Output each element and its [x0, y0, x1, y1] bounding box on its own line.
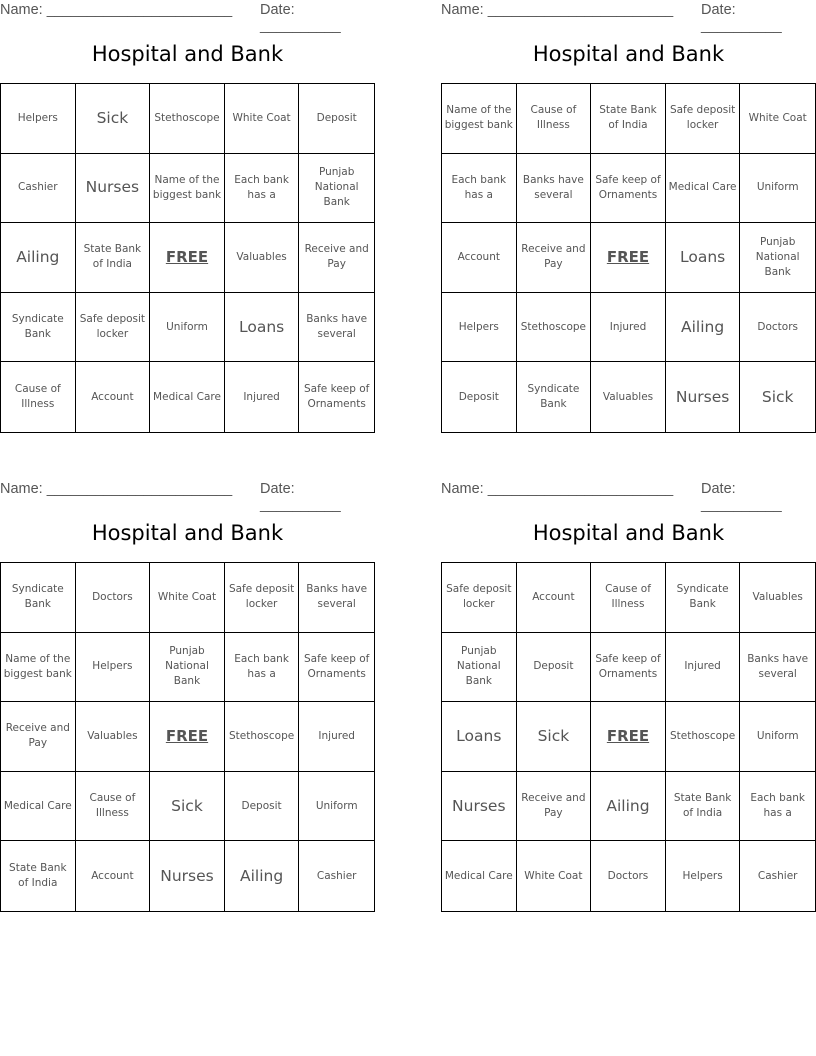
bingo-cell: Cashier	[757, 869, 798, 882]
bingo-cell: Syndicate Bank	[517, 362, 592, 432]
card-title: Hospital and Bank	[532, 521, 725, 545]
bingo-cell: Injured	[299, 702, 374, 772]
bingo-cell: Safe deposit locker	[442, 563, 517, 633]
bingo-grid	[0, 562, 375, 912]
free-space: FREE	[591, 702, 666, 772]
card-title: Hospital and Bank	[91, 42, 284, 66]
bingo-cell: Each bank has a	[225, 633, 300, 703]
bingo-cell: Uniform	[740, 702, 815, 772]
bingo-cell: Cause of Illness	[591, 563, 666, 633]
date-field: Date: __________	[260, 2, 341, 34]
bingo-cell: Injured	[591, 293, 666, 363]
bingo-cell: Safe deposit locker	[666, 84, 741, 154]
bingo-cell: White Coat	[517, 841, 592, 911]
bingo-cell: Safe keep of Ornaments	[591, 154, 666, 224]
bingo-cell: Safe keep of Ornaments	[299, 633, 374, 703]
bingo-cell: Nurses	[76, 154, 151, 224]
bingo-cell: Punjab National Bank	[150, 633, 225, 703]
bingo-cell: Name of the biggest bank	[150, 154, 225, 224]
free-space: FREE	[591, 223, 666, 293]
name-field: Name: _______________________	[441, 481, 674, 497]
bingo-card	[0, 479, 375, 890]
bingo-cell: Receive and Pay	[1, 702, 76, 772]
bingo-cell: Loans	[225, 293, 300, 363]
bingo-cell: State Bank of India	[76, 223, 151, 293]
bingo-cell: Sick	[150, 772, 225, 842]
bingo-cell: Account	[76, 841, 151, 911]
bingo-cell: Injured	[225, 362, 300, 432]
bingo-cell: Safe deposit locker	[225, 563, 300, 633]
bingo-cell: Account	[76, 362, 151, 432]
date-field: Date: __________	[260, 481, 341, 513]
bingo-card	[441, 0, 816, 411]
bingo-cell: Deposit	[442, 362, 517, 432]
bingo-cell: Deposit	[225, 772, 300, 842]
bingo-cell: State Bank of India	[591, 84, 666, 154]
bingo-cell: Cashier	[316, 869, 357, 882]
bingo-cell: Name of the biggest bank	[1, 633, 76, 703]
bingo-cell: Punjab National Bank	[442, 633, 517, 703]
bingo-cell: Uniform	[740, 154, 815, 224]
bingo-cell: Syndicate Bank	[1, 563, 76, 633]
bingo-cell: Uniform	[150, 293, 225, 363]
date-field: Date: __________	[701, 2, 782, 34]
bingo-cell: Safe keep of Ornaments	[591, 633, 666, 703]
bingo-grid	[441, 83, 816, 433]
bingo-cell: Uniform	[299, 772, 374, 842]
bingo-cell: Punjab National Bank	[299, 154, 374, 224]
name-field: Name: _______________________	[0, 481, 233, 497]
bingo-cell: Helpers	[442, 293, 517, 363]
bingo-cell: Helpers	[666, 841, 741, 911]
bingo-cell: Account	[517, 563, 592, 633]
bingo-cell: Ailing	[666, 293, 741, 363]
bingo-cell: Ailing	[1, 223, 76, 293]
bingo-cell: Each bank has a	[225, 154, 300, 224]
bingo-cell: Doctors	[591, 841, 666, 911]
bingo-cell: Loans	[666, 223, 741, 293]
bingo-cell: Cashier	[1, 154, 76, 224]
bingo-cell: Deposit	[299, 84, 374, 154]
bingo-cell: Safe keep of Ornaments	[304, 383, 370, 411]
card-header	[441, 479, 816, 513]
bingo-cell: Each bank has a	[442, 154, 517, 224]
bingo-cell: Injured	[666, 633, 741, 703]
bingo-cell: State Bank of India	[1, 841, 76, 911]
bingo-cell: Safe deposit locker	[76, 293, 151, 363]
bingo-cell: Stethoscope	[517, 293, 592, 363]
bingo-cell: Receive and Pay	[299, 223, 374, 293]
bingo-cell: Punjab National Bank	[740, 223, 815, 293]
bingo-cell: Medical Care	[150, 362, 225, 432]
card-header	[441, 0, 816, 34]
bingo-cell: White Coat	[225, 84, 300, 154]
bingo-cell: Valuables	[740, 563, 815, 633]
bingo-cell: Receive and Pay	[517, 223, 592, 293]
bingo-cell: Sick	[517, 702, 592, 772]
bingo-cell: Medical Care	[1, 772, 76, 842]
name-field: Name: _______________________	[0, 2, 233, 18]
bingo-cell: Name of the biggest bank	[442, 84, 517, 154]
bingo-cell: Helpers	[1, 84, 76, 154]
bingo-cell: Sick	[761, 387, 794, 406]
bingo-cell: Receive and Pay	[517, 772, 592, 842]
card-header	[0, 0, 375, 34]
card-header	[0, 479, 375, 513]
bingo-card	[441, 479, 816, 882]
bingo-cell: Cause of Illness	[1, 362, 76, 432]
bingo-cell: Medical Care	[666, 154, 741, 224]
card-title: Hospital and Bank	[91, 521, 284, 545]
bingo-grid	[441, 562, 816, 912]
bingo-cell: White Coat	[740, 84, 815, 154]
bingo-cell: Nurses	[150, 841, 225, 911]
bingo-cell: Doctors	[740, 293, 815, 363]
bingo-cell: Cause of Illness	[76, 772, 151, 842]
bingo-grid	[0, 83, 375, 433]
bingo-cell: Doctors	[76, 563, 151, 633]
bingo-cell: Banks have several	[299, 293, 374, 363]
bingo-cell: Stethoscope	[666, 702, 741, 772]
bingo-cell: Nurses	[666, 362, 741, 432]
bingo-cell: Valuables	[591, 362, 666, 432]
bingo-cell: Account	[442, 223, 517, 293]
bingo-cell: Valuables	[76, 702, 151, 772]
bingo-cell: Helpers	[76, 633, 151, 703]
bingo-cell: Loans	[442, 702, 517, 772]
bingo-cell: White Coat	[150, 563, 225, 633]
bingo-cell: Nurses	[442, 772, 517, 842]
bingo-cell: Medical Care	[442, 841, 517, 911]
bingo-cell: Banks have several	[517, 154, 592, 224]
card-title: Hospital and Bank	[532, 42, 725, 66]
bingo-cell: Deposit	[517, 633, 592, 703]
free-space: FREE	[150, 223, 225, 293]
bingo-cell: Cause of Illness	[517, 84, 592, 154]
bingo-card	[0, 0, 375, 411]
bingo-cell: Sick	[76, 84, 151, 154]
bingo-cell: Valuables	[225, 223, 300, 293]
bingo-cell: Ailing	[225, 841, 300, 911]
date-field: Date: __________	[701, 481, 782, 513]
bingo-cell: Syndicate Bank	[666, 563, 741, 633]
bingo-cell: Stethoscope	[225, 702, 300, 772]
bingo-cell: State Bank of India	[666, 772, 741, 842]
bingo-cell: Ailing	[591, 772, 666, 842]
bingo-cell: Each bank has a	[740, 772, 815, 842]
bingo-cell: Syndicate Bank	[1, 293, 76, 363]
bingo-cell: Stethoscope	[150, 84, 225, 154]
bingo-cell: Banks have several	[740, 633, 815, 703]
bingo-cell: Banks have several	[299, 563, 374, 633]
free-space: FREE	[150, 702, 225, 772]
name-field: Name: _______________________	[441, 2, 674, 18]
